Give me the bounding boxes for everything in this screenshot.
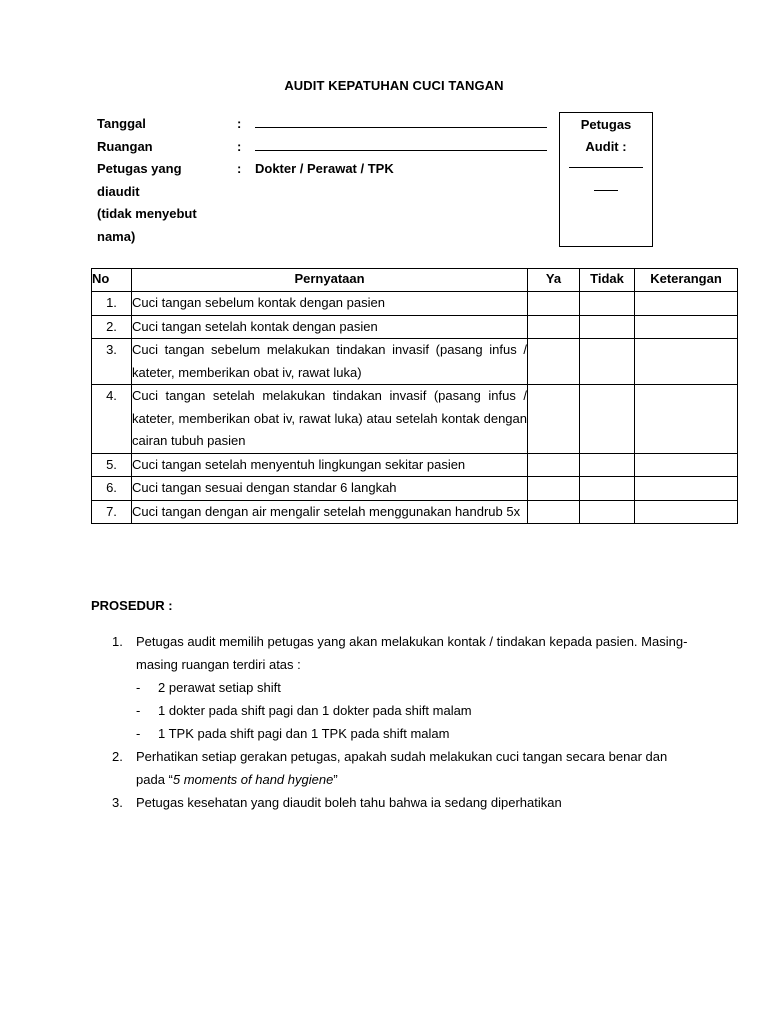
step-text-emphasis: 5 moments of hand hygiene: [172, 772, 334, 787]
row-statement: Cuci tangan sebelum kontak dengan pasien: [132, 292, 528, 316]
procedure-step: [112, 791, 692, 814]
date-colon: :: [237, 116, 242, 131]
notes-cell[interactable]: [635, 315, 738, 339]
yes-cell[interactable]: [528, 500, 580, 524]
row-statement: Cuci tangan sebelum melakukan tindakan invasif (pasang infus / kateter, memberikan obat iv, rawat luka): [132, 339, 528, 385]
bullet-dash: -: [136, 680, 141, 695]
auditor-signature-box[interactable]: [559, 112, 653, 247]
step-number: 2.: [112, 749, 123, 764]
row-statement: Cuci tangan sesuai dengan standar 6 langkah: [132, 477, 528, 501]
yes-cell[interactable]: [528, 385, 580, 454]
row-number: 4.: [92, 385, 132, 454]
compliance-checklist-table: [91, 268, 738, 524]
row-statement: Cuci tangan setelah menyentuh lingkungan sekitar pasien: [132, 453, 528, 477]
no-answer-cell[interactable]: [580, 339, 635, 385]
notes-cell[interactable]: [635, 385, 738, 454]
yes-cell[interactable]: [528, 292, 580, 316]
notes-cell[interactable]: [635, 477, 738, 501]
date-row: [97, 113, 557, 136]
row-number: 3.: [92, 339, 132, 385]
audited-staff-label: [97, 158, 237, 248]
no-answer-cell[interactable]: [580, 292, 635, 316]
step-text: Petugas kesehatan yang diaudit boleh tahu bahwa ia sedang diperhatikan: [136, 795, 562, 810]
column-header-yes: Ya: [528, 269, 580, 292]
table-row: [92, 477, 738, 501]
staff-quota-item: [136, 699, 692, 722]
identification-fields: [97, 113, 557, 248]
auditor-label-line-1: Petugas: [580, 117, 632, 132]
table-row: [92, 315, 738, 339]
step-text-closing-quote: ”: [333, 772, 338, 787]
staff-quota-item: [136, 676, 692, 699]
no-answer-cell[interactable]: [580, 385, 635, 454]
room-blank-line[interactable]: [255, 136, 547, 151]
auditor-label-line-2: Audit :: [585, 139, 627, 154]
column-header-notes: Keterangan: [635, 269, 738, 292]
column-header-no: No: [92, 269, 132, 292]
date-label: Tanggal: [97, 116, 146, 131]
table-row: [92, 292, 738, 316]
room-row: [97, 136, 557, 159]
procedure-step: [112, 630, 692, 745]
row-statement: Cuci tangan setelah melakukan tindakan invasif (pasang infus / kateter, memberikan obat iv, rawat luka) atau setelah kontak dengan cairan tubuh pasien: [132, 385, 528, 454]
audited-label-line-2: diaudit: [97, 183, 140, 199]
step-body: [136, 745, 692, 791]
yes-cell[interactable]: [528, 339, 580, 385]
notes-cell[interactable]: [635, 500, 738, 524]
no-answer-cell[interactable]: [580, 315, 635, 339]
table-row: [92, 385, 738, 454]
column-header-statement: Pernyataan: [132, 269, 528, 292]
no-answer-cell[interactable]: [580, 477, 635, 501]
document-title: AUDIT KEPATUHAN CUCI TANGAN: [284, 78, 504, 93]
step-text: Petugas audit memilih petugas yang akan melakukan kontak / tindakan kepada pasien. Masing-masing ruangan terdiri atas :: [136, 634, 688, 672]
table-row: [92, 500, 738, 524]
notes-cell[interactable]: [635, 453, 738, 477]
no-answer-cell[interactable]: [580, 453, 635, 477]
row-number: 7.: [92, 500, 132, 524]
room-label: Ruangan: [97, 138, 153, 154]
audited-staff-options[interactable]: Dokter / Perawat / TPK: [255, 161, 394, 176]
row-statement: Cuci tangan setelah kontak dengan pasien: [132, 315, 528, 339]
audited-label-line-1: Petugas yang: [97, 161, 182, 176]
row-number: 6.: [92, 477, 132, 501]
row-number: 5.: [92, 453, 132, 477]
procedure-heading: PROSEDUR :: [91, 598, 173, 613]
bullet-dash: -: [136, 703, 141, 718]
step-number: 3.: [112, 795, 123, 810]
audited-staff-row: [97, 158, 557, 248]
staff-quota-item: [136, 722, 692, 745]
notes-cell[interactable]: [635, 292, 738, 316]
staff-quota-text: 2 perawat setiap shift: [158, 680, 281, 695]
column-header-no-answer: Tidak: [580, 269, 635, 292]
auditor-signature-line-short: [594, 190, 618, 191]
bullet-dash: -: [136, 726, 141, 741]
audited-staff-colon: :: [237, 161, 242, 176]
row-statement: Cuci tangan dengan air mengalir setelah menggunakan handrub 5x: [132, 500, 528, 524]
staff-quota-text: 1 TPK pada shift pagi dan 1 TPK pada shift malam: [158, 726, 450, 741]
auditor-signature-line: [569, 167, 643, 168]
date-blank-line[interactable]: [255, 113, 547, 128]
yes-cell[interactable]: [528, 477, 580, 501]
audited-label-line-4: nama): [97, 228, 136, 244]
row-number: 1.: [92, 292, 132, 316]
no-answer-cell[interactable]: [580, 500, 635, 524]
table-header-row: [92, 269, 738, 292]
table-row: [92, 453, 738, 477]
procedure-list: [112, 630, 692, 814]
step-body: [136, 630, 692, 745]
yes-cell[interactable]: [528, 453, 580, 477]
step-number: 1.: [112, 634, 123, 649]
row-number: 2.: [92, 315, 132, 339]
staff-quota-text: 1 dokter pada shift pagi dan 1 dokter pada shift malam: [158, 703, 472, 718]
procedure-step: [112, 745, 692, 791]
room-colon: :: [237, 138, 242, 154]
table-row: [92, 339, 738, 385]
notes-cell[interactable]: [635, 339, 738, 385]
audited-label-line-3: (tidak menyebut: [97, 206, 197, 221]
step-text: Perhatikan setiap gerakan petugas, apakah sudah melakukan cuci tangan secara benar dan pada “: [136, 749, 668, 787]
yes-cell[interactable]: [528, 315, 580, 339]
